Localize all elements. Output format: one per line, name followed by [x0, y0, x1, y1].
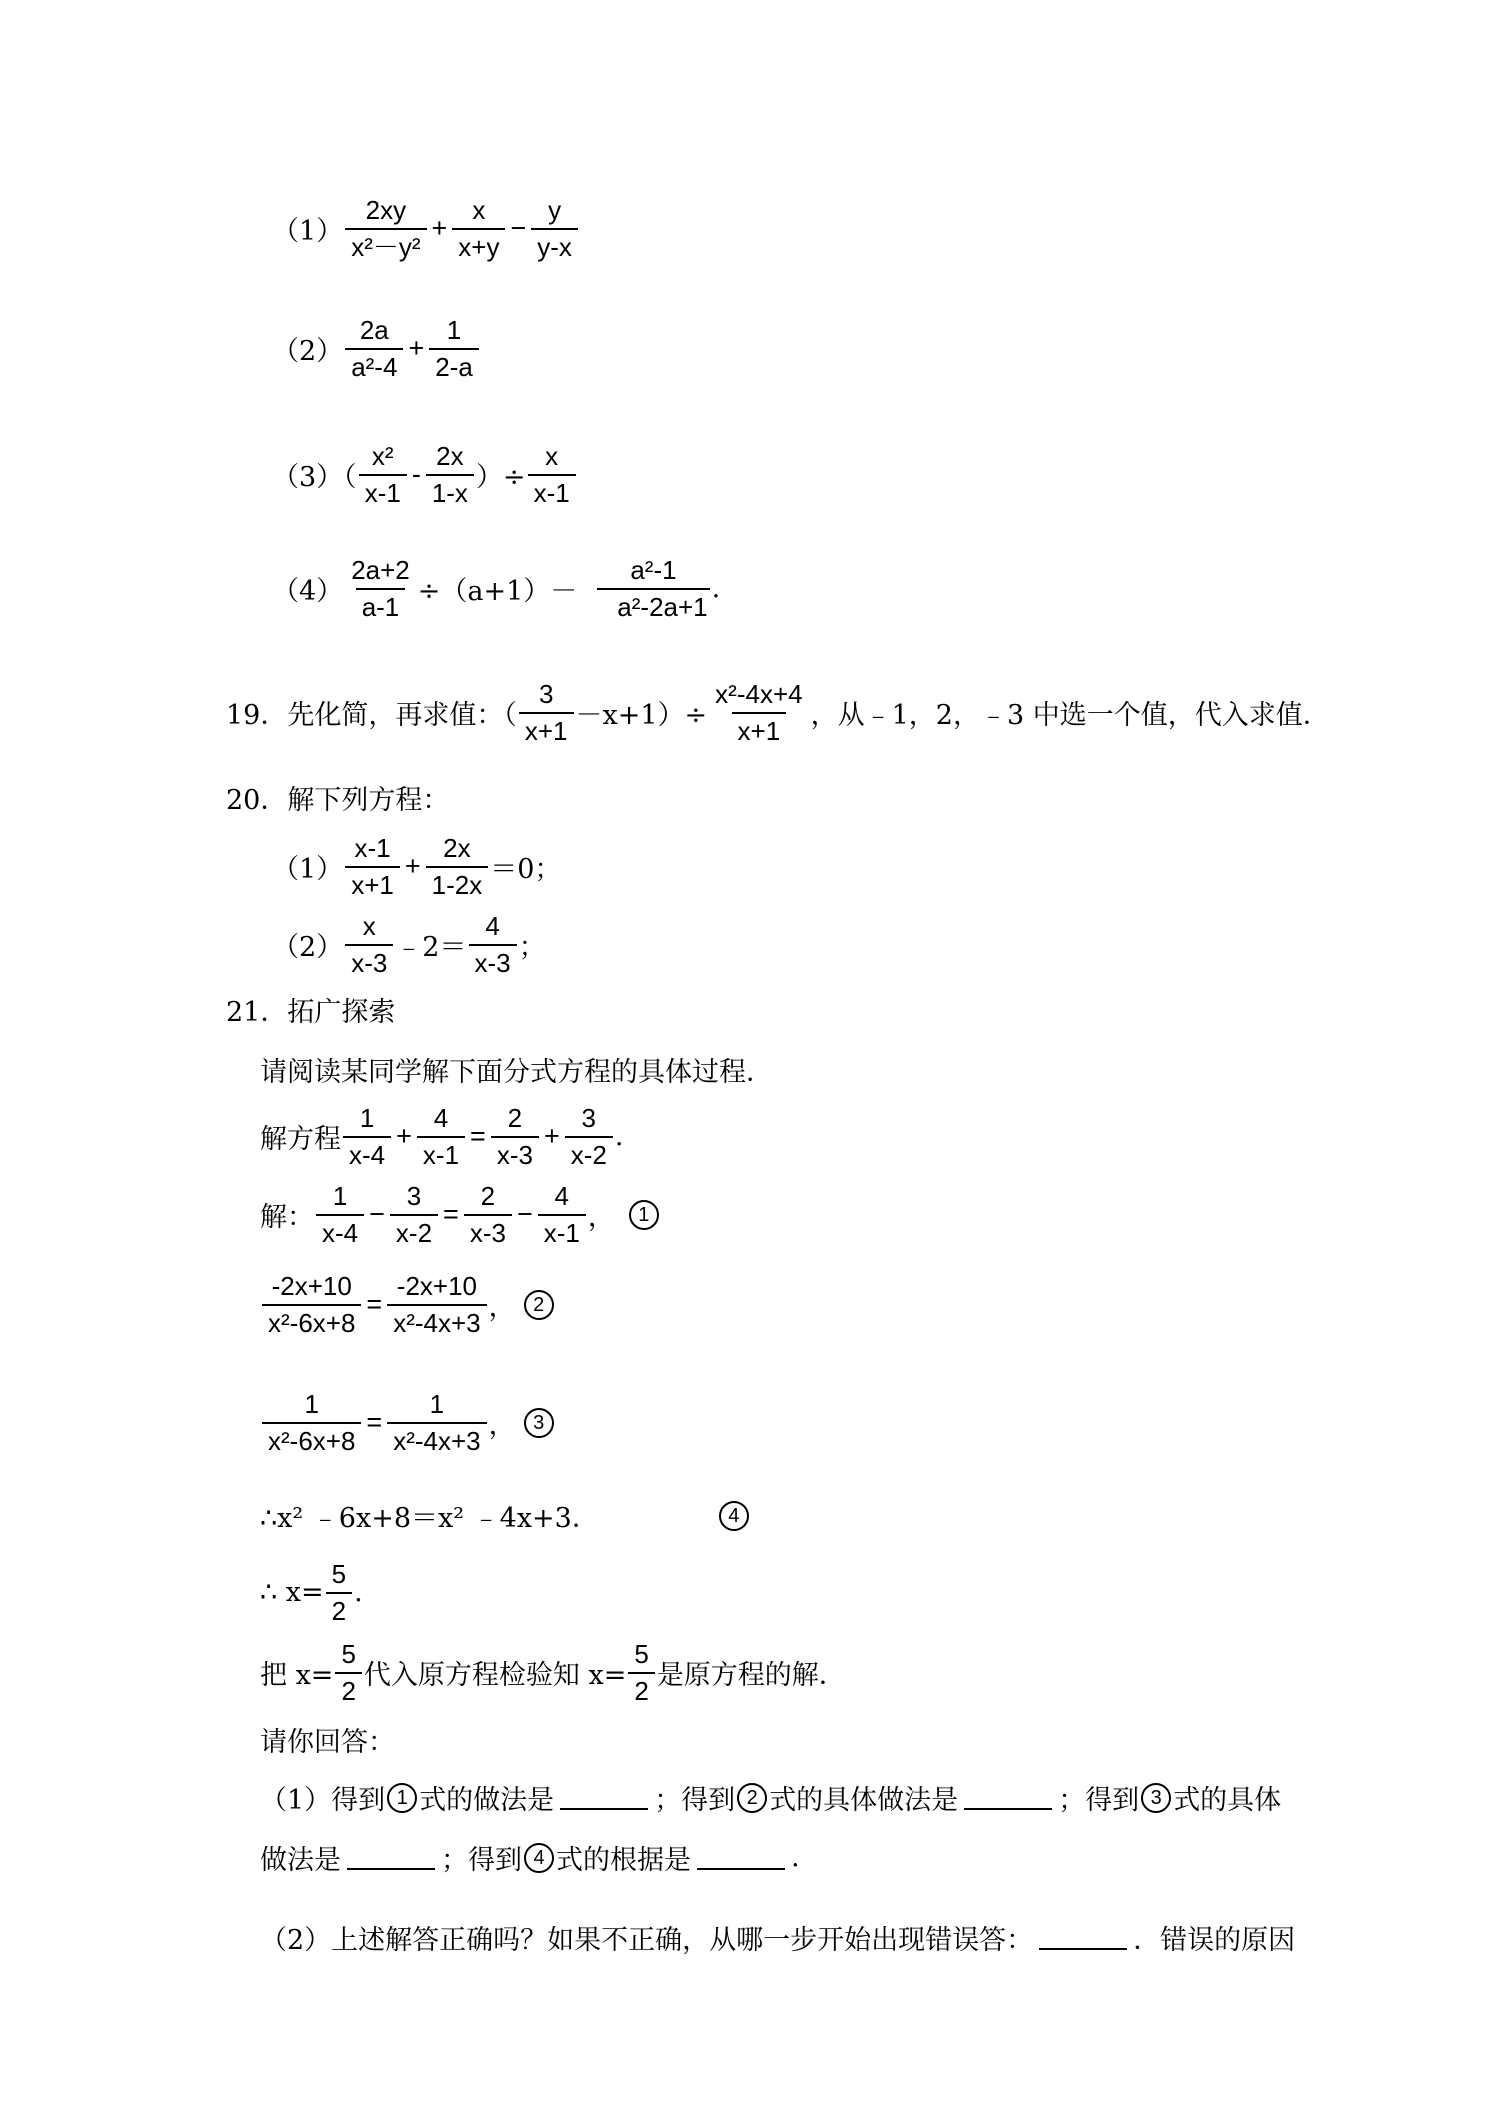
- step-1: [260, 1182, 661, 1247]
- fraction: $\frac{3}{x+1}$: [519, 680, 574, 745]
- fraction: $\frac{1}{x-4}$: [343, 1104, 391, 1169]
- fraction: $\frac{5}{2}$: [335, 1640, 361, 1705]
- fraction: $\frac{x}{x-3}$: [345, 912, 393, 977]
- fraction: $\frac{1}{\text{x²-6x+8}}$: [262, 1390, 361, 1455]
- step-6: [260, 1640, 846, 1705]
- step-marker: 4: [719, 1501, 749, 1531]
- step-marker: 2: [737, 1783, 767, 1813]
- fraction: $\frac{1}{2-a}$: [429, 316, 479, 381]
- fraction: $\frac{2}{x-3}$: [491, 1104, 539, 1169]
- problem-18-4: [272, 556, 720, 621]
- answer-prompt: 请你回答：: [260, 1727, 395, 1758]
- text: 式的具体做法是: [769, 1785, 959, 1816]
- text: ）÷: [475, 462, 526, 494]
- question-20-2: [272, 912, 546, 977]
- text: 是原方程的解．: [656, 1660, 846, 1692]
- step-3: [260, 1390, 556, 1455]
- operator: =: [366, 1289, 383, 1320]
- fraction: $\frac{1}{\text{x²-4x+3}}$: [387, 1390, 486, 1455]
- text: ，: [488, 1410, 516, 1442]
- text: （1）得到: [260, 1785, 386, 1816]
- operator: =: [470, 1121, 486, 1152]
- operator: =: [443, 1199, 459, 1230]
- label: （1）: [272, 854, 344, 886]
- fraction: $\frac{2a}{\text{a²-4}}$: [345, 316, 403, 381]
- text: （2）上述解答正确吗？如果不正确，从哪一步开始出现错误答：: [260, 1925, 1034, 1956]
- fraction: $\frac{y}{y-x}$: [531, 196, 578, 261]
- text: ；得到: [441, 1845, 522, 1876]
- fraction: $\frac{4}{x-1}$: [417, 1104, 465, 1169]
- operator: =: [366, 1407, 383, 1438]
- step-5: [260, 1560, 363, 1625]
- question-20-1: [272, 834, 561, 899]
- text: .: [614, 1121, 624, 1153]
- step-4: [260, 1496, 751, 1535]
- fraction: $\frac{2}{x-3}$: [464, 1182, 512, 1247]
- text: ，从﹣1，2，﹣3 中选一个值，代入求值．: [810, 700, 1330, 732]
- label: （3）（: [272, 462, 357, 494]
- answer-1-line-1: [260, 1778, 1281, 1817]
- fraction: $\frac{-2x+10}{\text{x²-4x+3}}$: [387, 1272, 486, 1337]
- text: ∴x² ﹣6x+8＝x² ﹣4x+3．: [260, 1503, 599, 1534]
- text: ∴ x=: [260, 1577, 324, 1609]
- question-21-title: 21．拓广探索: [226, 997, 396, 1028]
- text: ．错误的原因: [1133, 1925, 1296, 1956]
- text: ；得到: [654, 1785, 736, 1816]
- operator: −: [510, 213, 527, 244]
- operator: +: [396, 1121, 412, 1152]
- answer-blank[interactable]: [697, 1846, 785, 1870]
- fraction: $\frac{2x}{1-2x}$: [426, 834, 489, 899]
- fraction: $\frac{2xy}{\text{x²－y²}}$: [345, 196, 426, 261]
- answer-blank[interactable]: [1039, 1926, 1127, 1950]
- text: －x+1）÷: [575, 700, 708, 732]
- text: 式的做法是: [419, 1785, 555, 1816]
- answer-2: [260, 1918, 1295, 1957]
- text: ÷（a+1）－: [417, 576, 578, 608]
- step-marker: 3: [524, 1408, 554, 1438]
- fraction: $\frac{\text{x²}}{x-1}$: [359, 442, 407, 507]
- text: 把 x=: [260, 1660, 334, 1692]
- fraction: $\frac{1}{x-4}$: [316, 1182, 364, 1247]
- answer-blank[interactable]: [347, 1846, 435, 1870]
- fraction: $\frac{3}{x-2}$: [390, 1182, 438, 1247]
- fraction: $\frac{5}{2}$: [628, 1640, 654, 1705]
- text: 解方程: [260, 1124, 341, 1156]
- question-21-intro: 请阅读某同学解下面分式方程的具体过程．: [260, 1057, 773, 1088]
- text: ＝0；: [490, 854, 562, 886]
- question-19: [226, 680, 1330, 745]
- step-marker: 4: [524, 1843, 554, 1873]
- step-marker: 1: [387, 1783, 417, 1813]
- text: ；得到: [1058, 1785, 1140, 1816]
- fraction: $\frac{2a+2}{a-1}$: [351, 555, 410, 622]
- label: （4）: [272, 576, 344, 608]
- operator: -: [411, 459, 421, 490]
- operator: −: [516, 1199, 533, 1230]
- fraction: $\frac{3}{x-2}$: [565, 1104, 613, 1169]
- fraction: $\frac{4}{x-3}$: [469, 912, 517, 977]
- text: 19．先化简，再求值：（: [226, 700, 517, 732]
- step-2: [260, 1272, 556, 1337]
- step-marker: 2: [524, 1290, 554, 1320]
- fraction: $\frac{x}{x-1}$: [528, 442, 576, 507]
- fraction: $\frac{5}{2}$: [326, 1560, 352, 1625]
- fraction: $\frac{\text{x²-4x+4}}{x+1}$: [715, 679, 803, 746]
- text: 做法是: [260, 1845, 341, 1876]
- text: 代入原方程检验知 x=: [363, 1660, 627, 1692]
- step-marker: 1: [629, 1200, 659, 1230]
- text: ，: [488, 1292, 516, 1324]
- problem-18-3: [272, 442, 578, 507]
- operator: +: [431, 213, 448, 244]
- operator: −: [369, 1199, 385, 1230]
- fraction: $\frac{x}{x+y}$: [452, 196, 505, 261]
- text: .: [711, 573, 721, 605]
- fraction: $\frac{-2x+10}{\text{x²-6x+8}}$: [262, 1272, 361, 1337]
- text: ﹣2＝: [395, 932, 467, 964]
- label: （1）: [272, 216, 344, 248]
- equation-original: [260, 1104, 623, 1169]
- step-marker: 3: [1141, 1783, 1171, 1813]
- text: .: [791, 1842, 800, 1873]
- answer-blank[interactable]: [964, 1786, 1052, 1810]
- fraction: $\frac{\text{a²-1}}{\text{a²-2a+1}}$: [597, 556, 709, 621]
- text: ；: [518, 932, 546, 964]
- text: 解：: [260, 1202, 314, 1234]
- fraction: $\frac{4}{x-1}$: [538, 1182, 586, 1247]
- text: .: [354, 1577, 363, 1609]
- problem-18-2: [272, 316, 481, 381]
- operator: +: [404, 851, 421, 882]
- operator: +: [543, 1121, 560, 1152]
- answer-1-line-2: [260, 1838, 800, 1877]
- label: （2）: [272, 932, 344, 964]
- problem-18-1: [272, 196, 580, 261]
- fraction: $\frac{2x}{1-x}$: [426, 442, 474, 507]
- label: （2）: [272, 336, 344, 368]
- operator: +: [408, 333, 425, 364]
- text: 式的根据是: [556, 1845, 691, 1876]
- fraction: $\frac{x-1}{x+1}$: [345, 834, 400, 899]
- answer-blank[interactable]: [560, 1786, 648, 1810]
- text: ，: [587, 1202, 615, 1234]
- text: 式的具体: [1173, 1785, 1282, 1816]
- question-20-title: 20．解下列方程：: [226, 785, 450, 816]
